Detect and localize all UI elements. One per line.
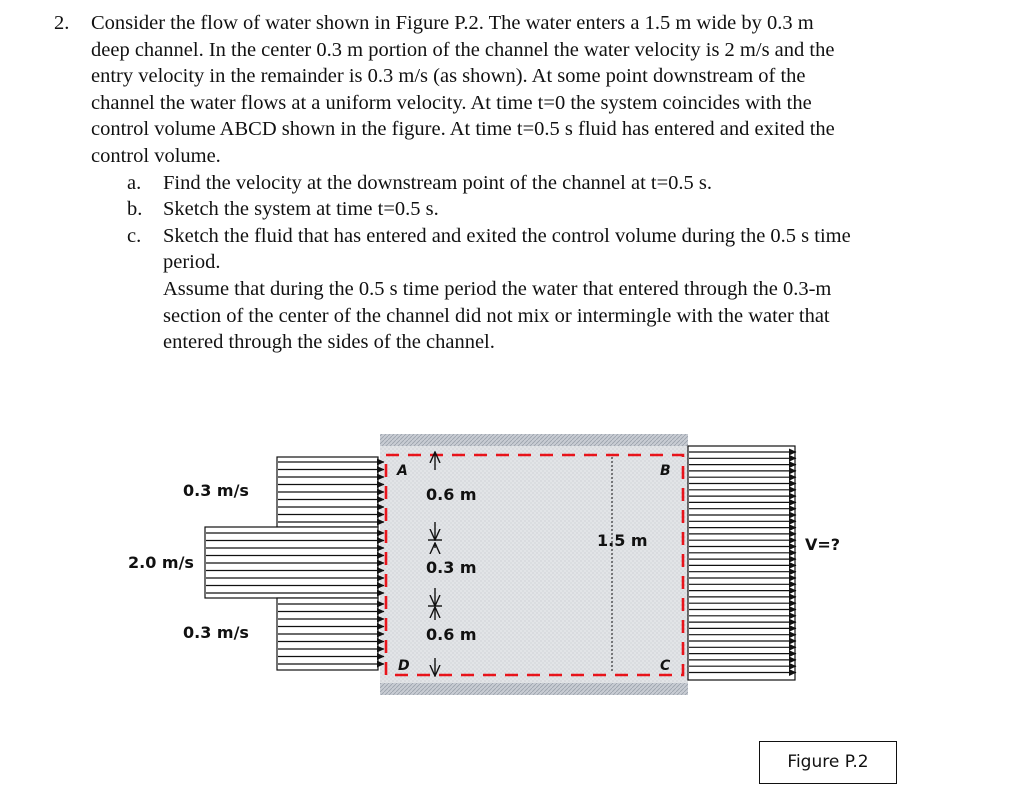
question-label: c.	[127, 225, 142, 247]
intro-line: entry velocity in the remainder is 0.3 m/s (as shown). At some point downstream of the	[91, 65, 806, 87]
intro-line: Consider the flow of water shown in Figure P.2. The water enters a 1.5 m wide by 0.3 m	[91, 12, 814, 34]
assumption-line: entered through the sides of the channel.	[163, 331, 495, 353]
corner-d-label: D	[398, 658, 410, 674]
question-label: a.	[127, 172, 142, 194]
question-text: Sketch the system at time t=0.5 s.	[163, 198, 439, 220]
corner-b-label: B	[660, 463, 671, 479]
dim-bottom-label: 0.6 m	[426, 625, 477, 644]
velocity-bottom-label: 0.3 m/s	[183, 623, 249, 642]
velocity-center-label: 2.0 m/s	[128, 553, 194, 572]
intro-line: control volume.	[91, 144, 221, 167]
intro-line: channel the water flows at a uniform velocity. At time t=0 the system coincides with the	[91, 91, 812, 114]
assumption-line: section of the center of the channel did not mix or intermingle with the water that	[163, 304, 830, 327]
dim-top-label: 0.6 m	[426, 485, 477, 504]
intro-line: control volume ABCD shown in the figure. At time t=0.5 s fluid has entered and exited the	[91, 118, 835, 140]
intro-line: deep channel. In the center 0.3 m portion of the channel the water velocity is 2 m/s and the	[91, 38, 835, 61]
question-text: Sketch the fluid that has entered and exited the control volume during the 0.5 s time	[163, 225, 851, 247]
dim-center-label: 0.3 m	[426, 558, 477, 577]
question-text: Find the velocity at the downstream point of the channel at t=0.5 s.	[163, 172, 712, 194]
corner-a-label: A	[397, 463, 408, 479]
dim-total-label: 1.5 m	[597, 531, 648, 550]
assumption-line: Assume that during the 0.5 s time period the water that entered through the 0.3-m	[163, 278, 832, 300]
question-label: b.	[127, 198, 143, 220]
problem-number: 2.	[54, 12, 70, 34]
velocity-top-label: 0.3 m/s	[183, 481, 249, 500]
channel-top-wall	[380, 434, 688, 446]
question-text: period.	[163, 251, 221, 273]
figure-caption: Figure P.2	[759, 741, 897, 784]
corner-c-label: C	[660, 658, 671, 674]
outlet-velocity-label: V=?	[805, 535, 841, 554]
outlet-profile	[688, 446, 795, 680]
channel-bottom-wall	[380, 683, 688, 695]
